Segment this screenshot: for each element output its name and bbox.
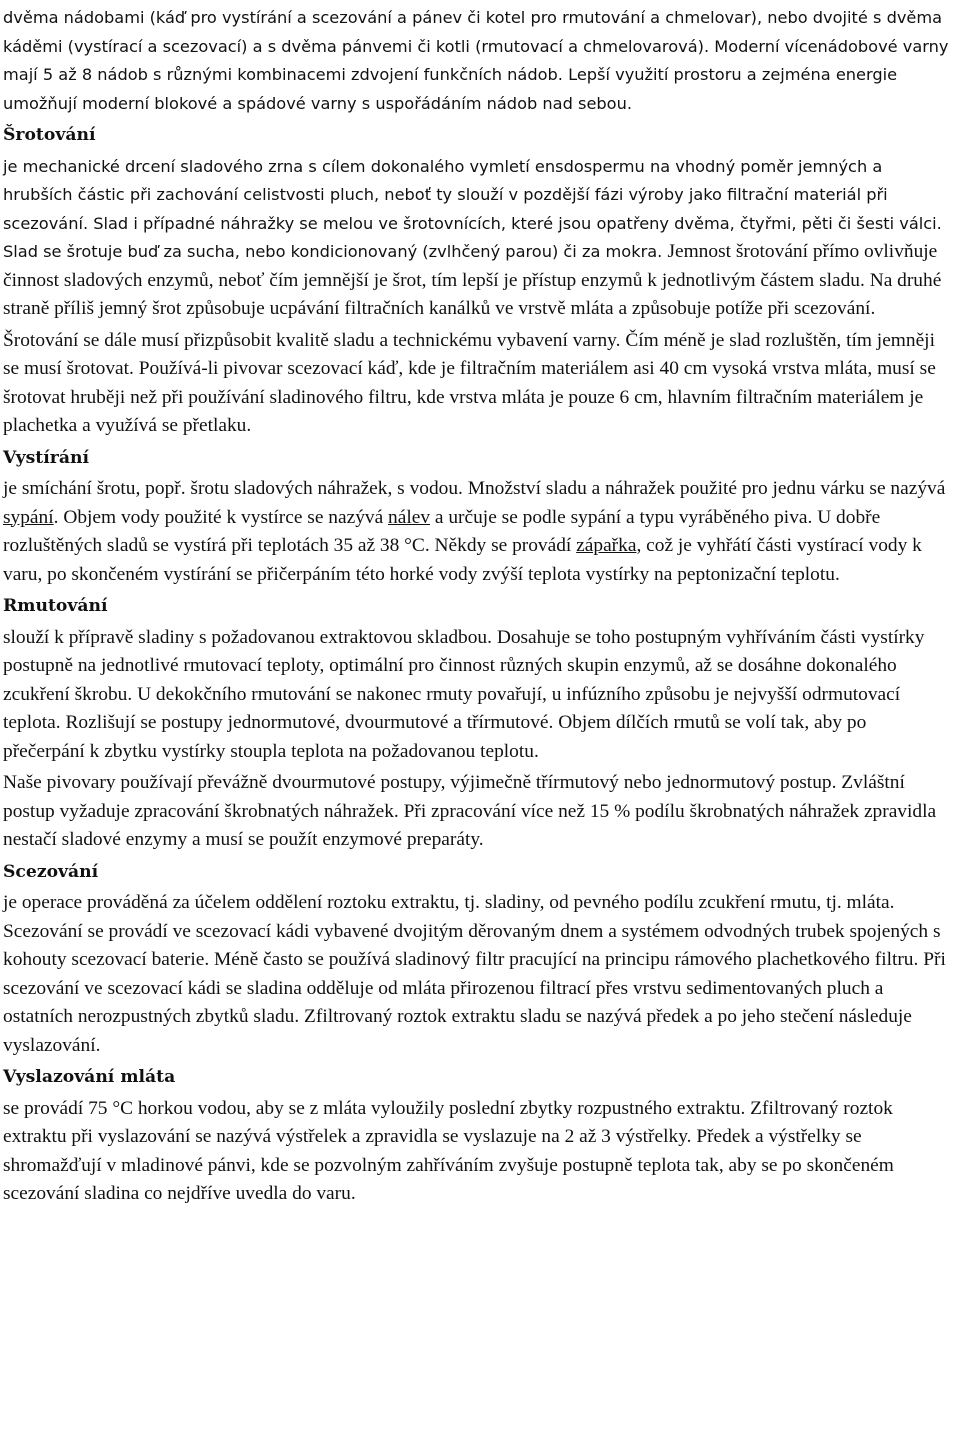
srotovani-paragraph-1 [3,153,952,324]
vyslazovani-paragraph [3,1095,952,1209]
rmutovani-text-2: Naše pivovary používají převážně dvourmutové postupy, výjimečně třírmutový nebo jednormutový postup. Zvláštní postup vyžaduje zpracování škrobnatých náhražek. Při zpracování více než 15 % podílu škrobnatých náhražek zpravidla nestačí sladové enzymy a musí se použít enzymové preparáty. [3,772,937,850]
vystirani-paragraph [3,475,952,589]
rmutovani-paragraph-1 [3,624,952,767]
section-heading-vystirani: Vystírání [3,447,89,468]
vystirani-text-2: . Objem vody použité k vystírce se nazývá [53,506,389,528]
intro-paragraph [3,4,952,118]
srotovani-text-1b: Jemnost šrotování přímo ovlivňuje činnost sladových enzymů, neboť čím jemnější je šrot, tím lepší je přístup enzymů k jednotlivým částem sladu. Na druhé straně příliš jemný šrot způsobuje ucpávání filtračních kanálků ve vrstvě mláta a způsobuje potíže při scezování. [3,241,942,319]
vystirani-text-4: , což je vyhřátí části vystírací vody k varu, po skončeném vystírání se přičerpáním této horké vody zvýší teplota vystírky na peptonizační teplotu. [3,535,922,585]
section-heading-vyslazovani: Vyslazování mláta [3,1067,176,1087]
srotovani-paragraph-2 [3,327,952,441]
vystirani-text-3: a určuje se podle sypání a typu vyráběného piva. U dobře rozluštěných sladů se vystírá při teplotách 35 až 38 °C. Někdy se provádí [3,506,881,556]
vystirani-text-1: je smíchání šrotu, popř. šrotu sladových náhražek, s vodou. Množství sladu a náhražek použité pro jednu várku se nazývá [3,478,946,499]
section-heading-rmutovani: Rmutování [3,596,108,616]
rmutovani-text-1: slouží k přípravě sladiny s požadovanou extraktovou skladbou. Dosahuje se toho postupným vyhříváním části vystírky postupně na jednotlivé rmutovací teploty, optimální pro činnost různých skupin enzymů, až se dosáhne dokonalého zcukření škrobu. U dekokčního rmutování se nakonec rmuty povařují, u infúzního způsobu je nejvyšší odrmutovací teplota. Rozlišují se postupy jednormutové, dvourmutové a třírmutové. Objem dílčích rmutů se volí tak, aby po přečerpání k zbytku vystírky stoupla teplota na požadovanou teplotu. [3,626,925,762]
srotovani-text-2: Šrotování se dále musí přizpůsobit kvalitě sladu a technickému vybavení varny. Čím méně je slad rozluštěn, tím jemněji se musí šrotovat. Používá-li pivovar scezovací káď, kde je filtračním materiálem asi 40 cm vysoká vrstva mláta, musí se šrotovat hruběji než při používání sladinového filtru, kde vrstva mláta je pouze 6 cm, hlavním filtračním materiálem je plachetka a využívá se přetlaku. [3,329,936,436]
section-heading-scezovani: Scezování [3,861,99,882]
term-zaparka: zápařka [576,535,637,556]
intro-text: dvěma nádobami (káď pro vystírání a scezování a pánev či kotel pro rmutování a chmelovar), nebo dvojité s dvěma káděmi (vystírací a scezovací) a s dvěma pánvemi či kotli (rmutovací a chmelovarová). Moderní vícenádobové varny mají 5 až 8 nádob s různými kombinacemi zdvojení funkčních nádob. Lepší využití prostoru a zejména energie umožňují moderní blokové a spádové varny s uspořádáním nádob nad sebou. [3,8,949,113]
rmutovani-paragraph-2 [3,769,952,855]
scezovani-paragraph [3,889,952,1060]
srotovani-text-1a: je mechanické drcení sladového zrna s cílem dokonalého vymletí ensdospermu na vhodný poměr jemných a hrubších částic při zachování celistvosti pluch, neboť ty slouží v pozdější fázi výroby jako filtrační materiál při scezování. Slad i případné náhražky se melou ve šrotovnících, které jsou opatřeny dvěma, čtyřmi, pěti či šesti válci. Slad se šrotuje buď za sucha, nebo kondicionovaný (zvlhčený parou) či za mokra. [3,156,942,261]
term-sypani: sypání [3,506,54,528]
vyslazovani-text: se provádí 75 °C horkou vodou, aby se z mláta vyloužily poslední zbytky rozpustného extraktu. Zfiltrovaný roztok extraktu při vyslazování se nazývá výstřelek a zpravidla se vyslazuje na 2 až 3 výstřelky. Předek a výstřelky se shromažďují v mladinové pánvi, kde se pozvolným zahříváním zvyšuje postupně teplota tak, aby se po skončeném scezování sladina co nejdříve uvedla do varu. [3,1097,894,1204]
term-nalev: nálev [388,506,431,528]
scezovani-text: je operace prováděná za účelem oddělení roztoku extraktu, tj. sladiny, od pevného podílu zcukření rmutu, tj. mláta. Scezování se provádí ve scezovací kádi vybavené dvojitým děrovaným dnem a systémem odvodných trubek spojených s kohouty scezovací baterie. Méně často se používá sladinový filtr pracující na principu rámového plachetkového filtru. Při scezování ve scezovací kádi se sladina odděluje od mláta přirozenou filtrací přes vrstvu sedimentovaných pluch a ostatních nerozpustných zbytků sladu. Zfiltrovaný roztok extraktu sladu se nazývá předek a po jeho stečení následuje vyslazování. [3,892,946,1056]
section-heading-srotovani: Šrotování [3,125,96,145]
